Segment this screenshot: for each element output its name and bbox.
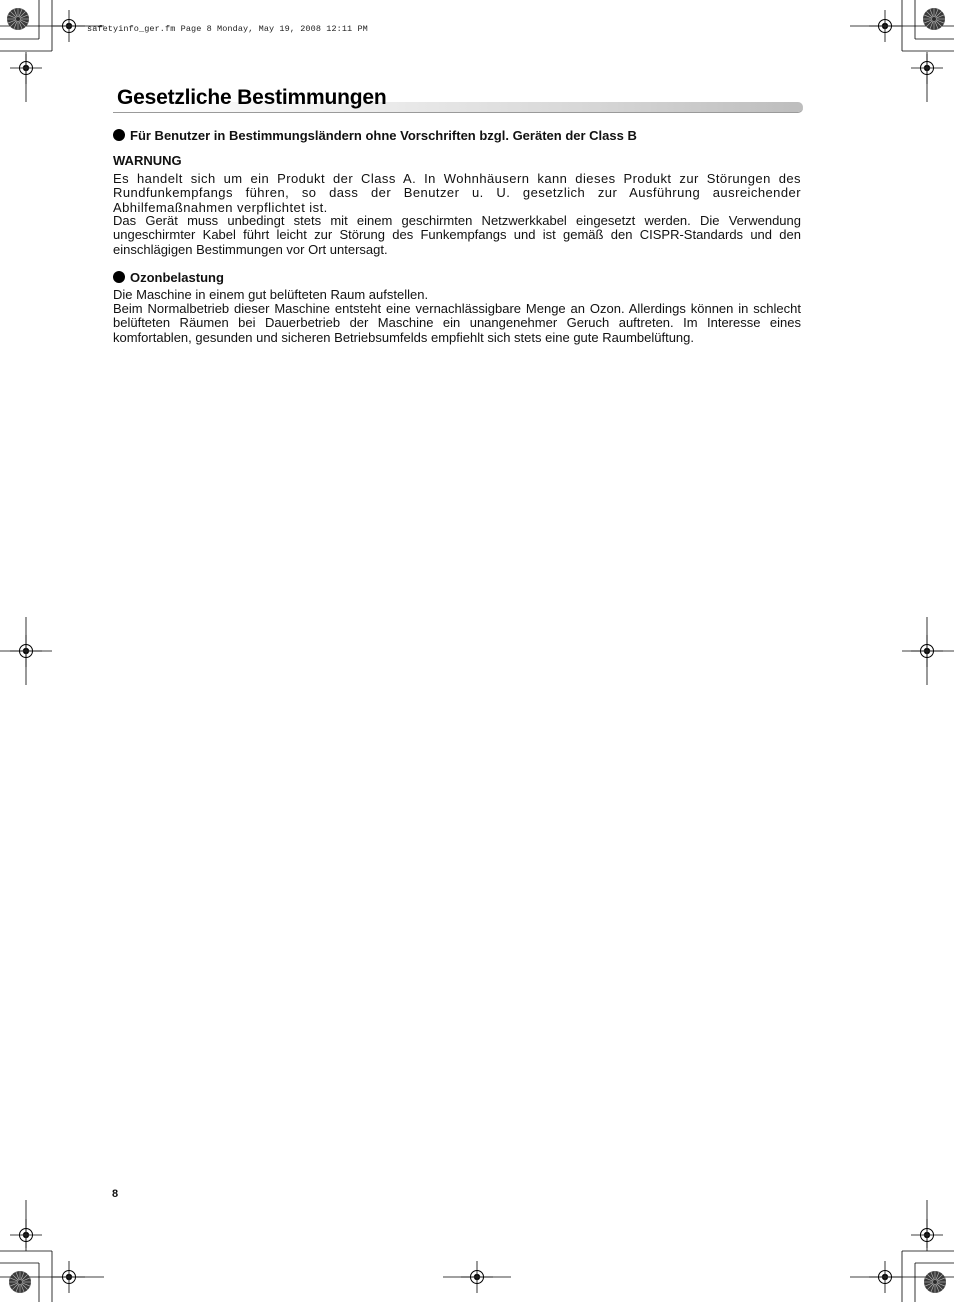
page-number: 8	[112, 1188, 119, 1200]
registration-crosshair-icon	[911, 635, 943, 667]
starburst-target-icon	[7, 8, 29, 30]
class-b-paragraph-1-text: Es handelt sich um ein Produkt der Class A. In Wohnhäusern kann dieses Produkt zur Störungen des Rundfunkempfangs führen, so dass der Benutzer u. U. gesetzlich zur Ausführung ausreichender Abhilfemaßnahmen verpflichtet ist.	[113, 171, 801, 215]
print-info-line: safetyinfo_ger.fm Page 8 Monday, May 19, 2008 12:11 PM	[87, 24, 368, 34]
ozone-paragraph-2-text: Beim Normalbetrieb dieser Maschine entsteht eine vernachlässigbare Menge an Ozon. Allerdings können in schlecht belüfteten Räumen bei Dauerbetrieb der Maschine ein unangenehmer Geruch auftreten. Im Interesse eines komfortablen, gesunden und sicheren Betriebsumfelds empfiehlt sich stets eine gute Raumbelüftung.	[113, 301, 801, 345]
section-title: Gesetzliche Bestimmungen	[117, 86, 387, 109]
ozone-paragraph-1-text: Die Maschine in einem gut belüfteten Raum aufstellen.	[113, 287, 429, 302]
class-b-heading	[113, 128, 637, 143]
registration-crosshair-icon	[53, 1261, 85, 1293]
class-b-heading-text: Für Benutzer in Bestimmungsländern ohne Vorschriften bzgl. Geräten der Class B	[130, 128, 637, 143]
class-b-paragraph-2-text: Das Gerät muss unbedingt stets mit einem geschirmten Netzwerkkabel eingesetzt werden. Die Verwendung ungeschirmter Kabel führt leicht zur Störung des Funkempfangs und ist gemäß den CISPR-Standards und den einschlägigen Bestimmungen vor Ort untersagt.	[113, 213, 801, 257]
bullet-dot-icon	[113, 129, 125, 141]
starburst-target-icon	[924, 1271, 946, 1293]
warning-label: WARNUNG	[113, 153, 182, 168]
starburst-target-icon	[923, 8, 945, 30]
section-title-block	[113, 84, 803, 114]
ozone-heading	[113, 270, 224, 285]
ozone-paragraph-2	[113, 302, 801, 345]
registration-crosshair-icon	[869, 10, 901, 42]
registration-crosshair-icon	[911, 1219, 943, 1251]
registration-crosshair-icon	[53, 10, 85, 42]
bullet-dot-icon	[113, 271, 125, 283]
ozone-heading-text: Ozonbelastung	[130, 270, 224, 285]
registration-crosshair-icon	[461, 1261, 493, 1293]
registration-crosshair-icon	[869, 1261, 901, 1293]
registration-crosshair-icon	[10, 635, 42, 667]
starburst-target-icon	[9, 1271, 31, 1293]
class-b-paragraph-1	[113, 172, 801, 215]
registration-crosshair-icon	[10, 52, 42, 84]
registration-crosshair-icon	[10, 1219, 42, 1251]
class-b-paragraph-2	[113, 214, 801, 257]
registration-crosshair-icon	[911, 52, 943, 84]
